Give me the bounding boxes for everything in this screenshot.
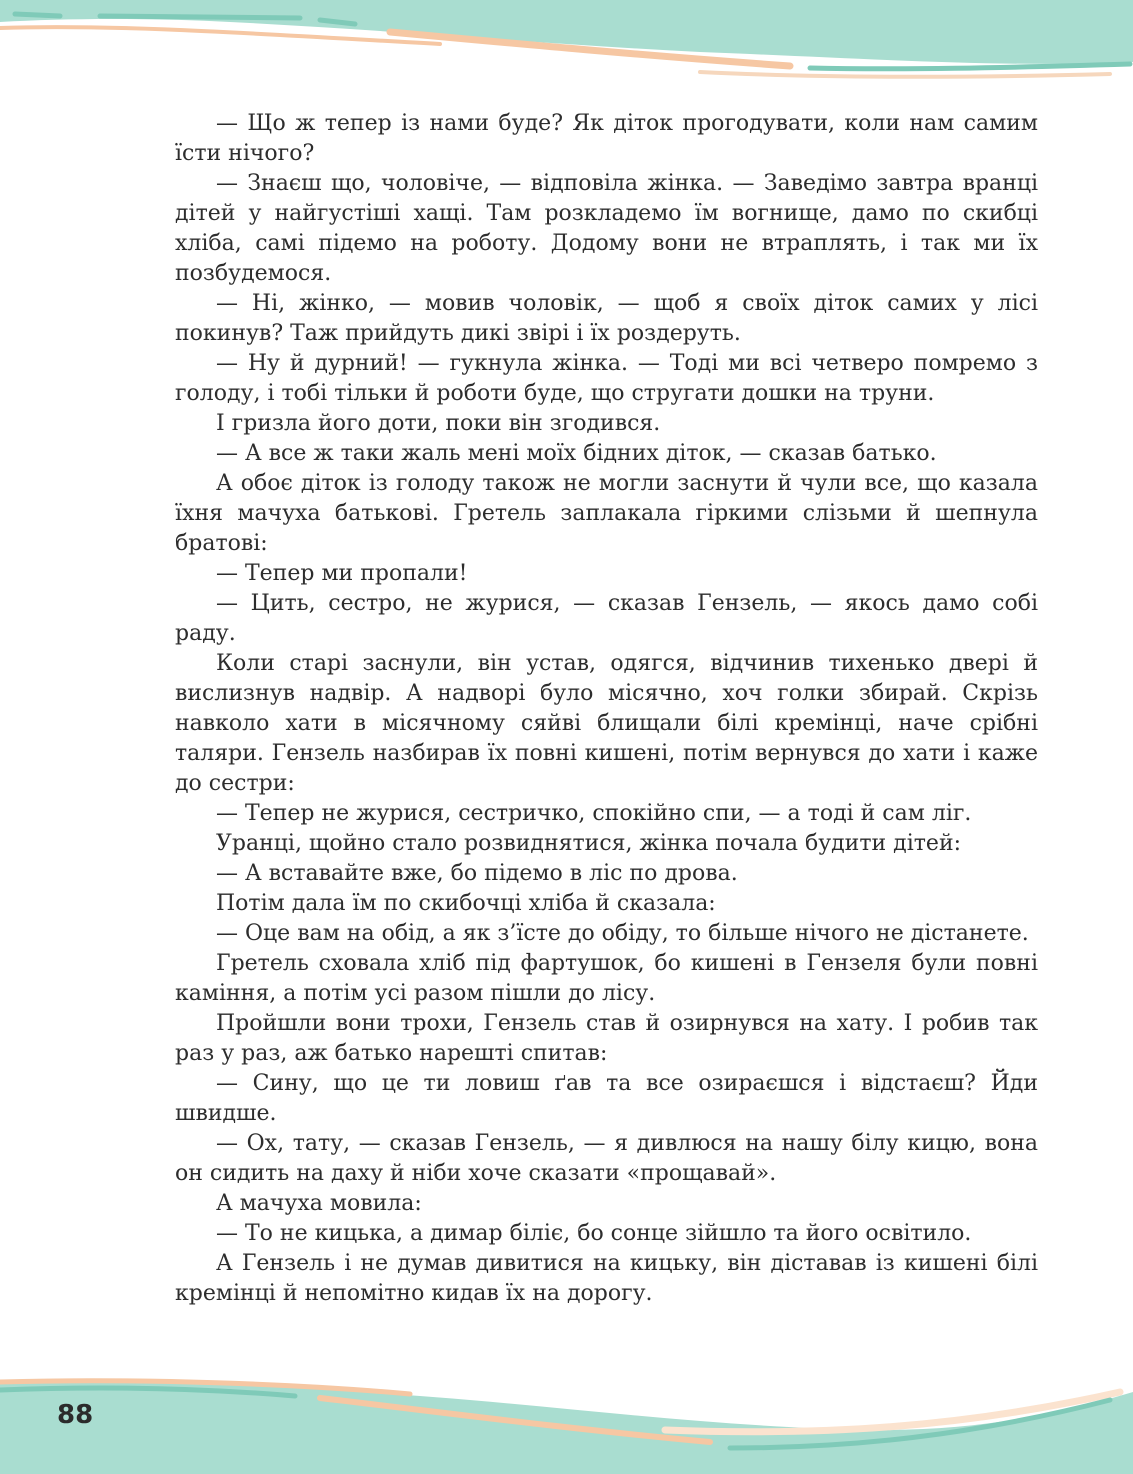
paragraph: Потім дала їм по скибочці хліба й сказала: xyxy=(216,891,716,916)
paragraph: І гризла його доти, поки він згодився. xyxy=(216,411,661,436)
paragraph: — А вставайте вже, бо підемо в ліс по дрова. xyxy=(216,861,738,886)
paragraph: — Цить, сестро, не журися, — сказав Гензель, — якось дамо собі раду. xyxy=(175,591,1038,646)
paragraph: — Тепер не журися, сестричко, спокійно спи, — а тоді й сам ліг. xyxy=(216,801,972,826)
top-wave-white-stroke xyxy=(700,72,1110,77)
top-wave-teal-line xyxy=(810,64,1130,69)
story-text xyxy=(175,109,1038,1309)
paragraph: — То не кицька, а димар біліє, бо сонце зійшло та його освітило. xyxy=(216,1221,972,1246)
paragraph: — Що ж тепер із нами буде? Як діток прогодувати, коли нам самим їсти нічого? xyxy=(175,111,1038,166)
paragraph: — Тепер ми пропали! xyxy=(216,561,468,586)
paragraph: — Ні, жінко, — мовив чоловік, — щоб я своїх діток самих у лісі покинув? Таж прийдуть дикі звірі і їх роздеруть. xyxy=(175,291,1038,346)
paragraph: А обоє діток із голоду також не могли заснути й чули все, що казала їхня мачуха батькові. Гретель заплакала гіркими слізьми й шепнула братові: xyxy=(175,471,1038,556)
paragraph: Уранці, щойно стало розвиднятися, жінка почала будити дітей: xyxy=(216,831,962,856)
paragraph: — Сину, що це ти ловиш ґав та все озираєшся і відстаєш? Йди швидше. xyxy=(175,1071,1038,1126)
paragraph: — Ох, тату, — сказав Гензель, — я дивлюся на нашу білу кицю, вона он сидить на даху й ніби хоче сказати «прощавай». xyxy=(175,1131,1038,1186)
paragraph: — Оце вам на обід, а як з’їсте до обіду, то більше нічого не дістанете. xyxy=(216,921,1029,946)
top-wave-fill xyxy=(0,0,1133,64)
top-wave-decoration xyxy=(0,0,1133,90)
page-number: 88 xyxy=(57,1400,94,1430)
paragraph: Пройшли вони трохи, Гензель став й озирнувся на хату. І робив так раз у раз, аж батько нарешті спитав: xyxy=(175,1011,1038,1066)
paragraph: — А все ж таки жаль мені моїх бідних діток, — сказав батько. xyxy=(216,441,937,466)
bottom-wave-decoration xyxy=(0,1370,1133,1474)
paragraph: А мачуха мовила: xyxy=(216,1191,422,1216)
paragraph: Гретель сховала хліб під фартушок, бо кишені в Гензеля були повні каміння, а потім усі разом пішли до лісу. xyxy=(175,951,1038,1006)
paragraph: — Знаєш що, чоловіче, — відповіла жінка. — Заведімо завтра вранці дітей у найгустіші хащі. Там розкладемо їм вогнище, дамо по скибці хліба, самі підемо на роботу. Додому вони не втраплять, і так ми їх позбудемося. xyxy=(175,171,1038,286)
paragraph: Коли старі заснули, він устав, одягся, відчинив тихенько двері й вислизнув надвір. А надворі було місячно, хоч голки збирай. Скрізь навколо хати в місячному сяйві блищали білі кремінці, наче срібні таляри. Гензель назбирав їх повні кишені, потім вернувся до хати і каже до сестри: xyxy=(175,651,1038,796)
paragraph: — Ну й дурний! — гукнула жінка. — Тоді ми всі четверо помремо з голоду, і тобі тільки й роботи буде, що стругати дошки на труни. xyxy=(175,351,1038,406)
paragraph: А Гензель і не думав дивитися на кицьку, він діставав із кишені білі кремінці й непомітно кидав їх на дорогу. xyxy=(175,1251,1038,1306)
